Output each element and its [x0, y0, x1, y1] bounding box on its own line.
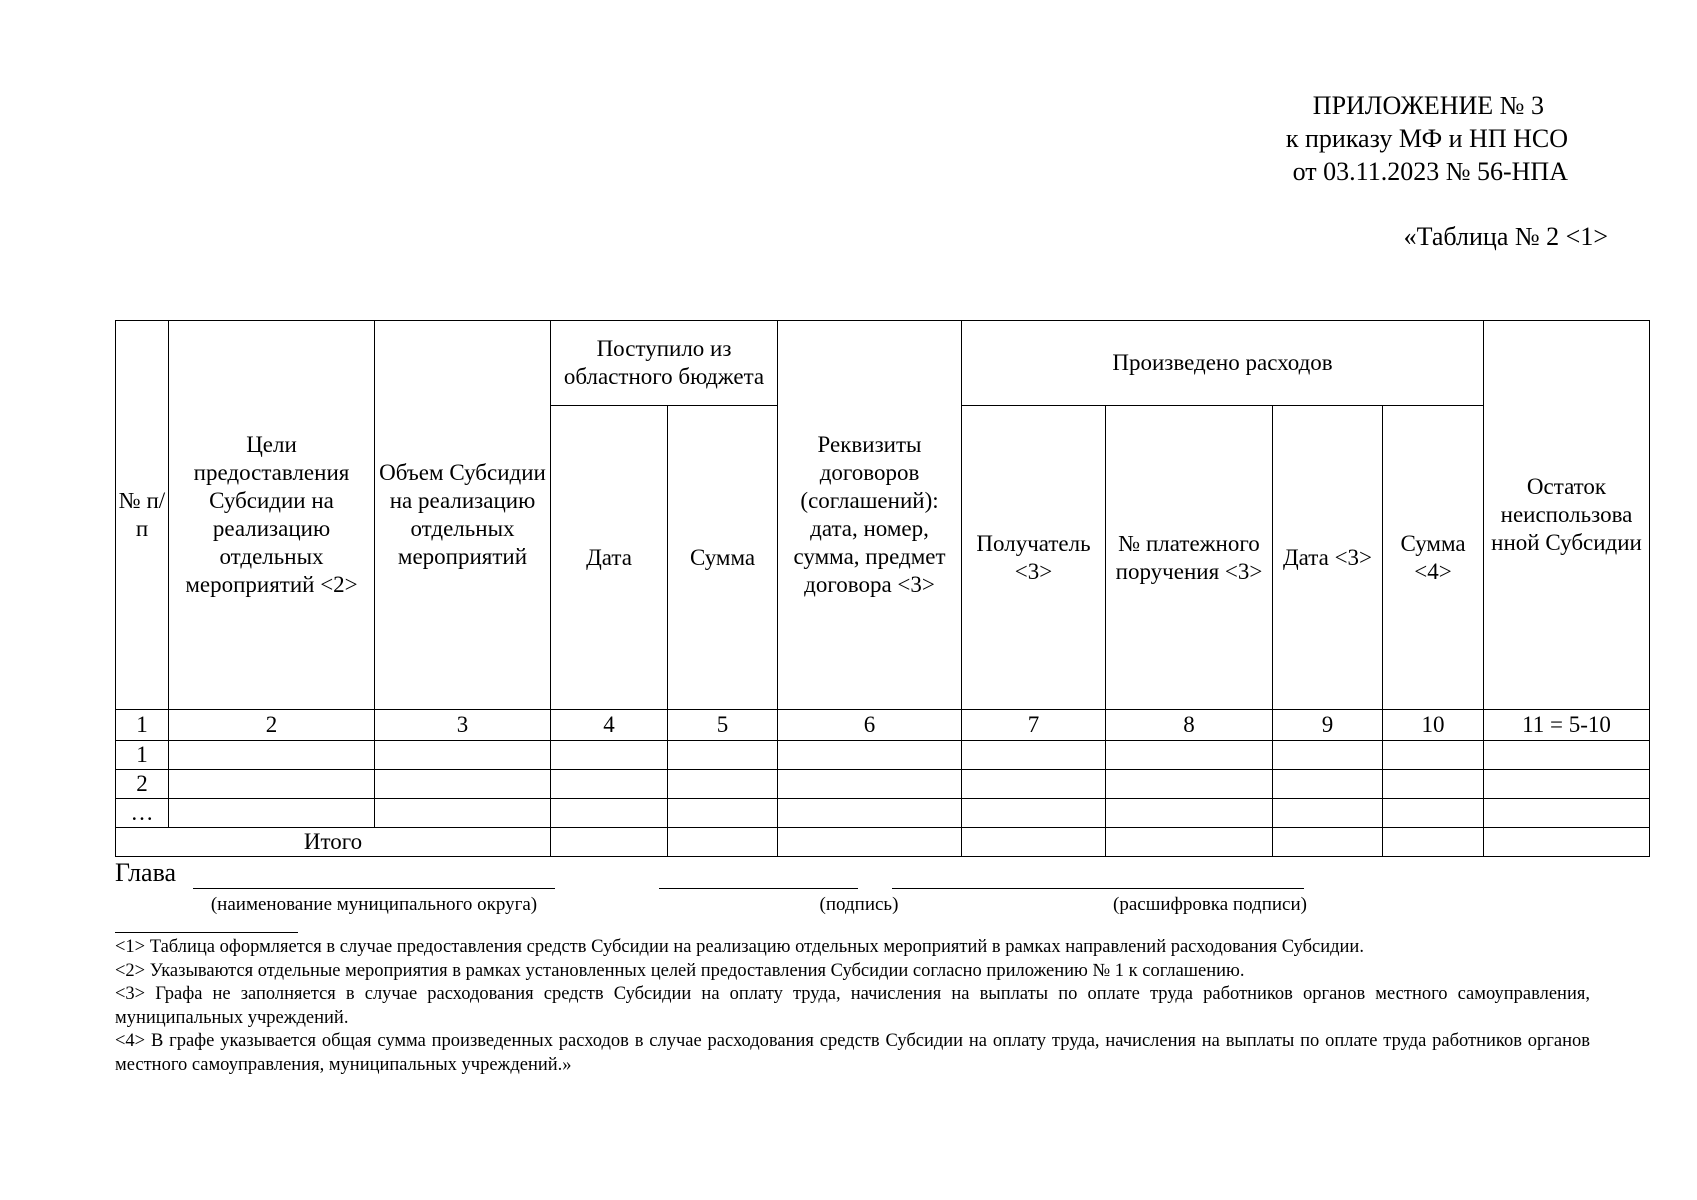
table-cell — [551, 741, 668, 770]
table-cell — [668, 799, 778, 828]
table-cell — [551, 799, 668, 828]
table-cell — [375, 799, 551, 828]
table-cell — [551, 828, 668, 857]
column-number: 11 = 5-10 — [1484, 710, 1650, 741]
table-cell — [1106, 770, 1273, 799]
table-cell — [778, 799, 962, 828]
signature-line — [659, 858, 858, 889]
header-cell-goals: Цели предоставления Субсидии на реализацию отдельных мероприятий <2> — [169, 321, 375, 710]
table-row — [116, 770, 1650, 799]
header-cell-received-date: Дата — [551, 406, 668, 710]
table-cell — [1383, 799, 1484, 828]
table-cell — [551, 770, 668, 799]
column-numbering-row — [116, 710, 1650, 741]
header-cell-received-sum: Сумма — [668, 406, 778, 710]
header-cell-number: № п/п — [116, 321, 169, 710]
column-number: 7 — [962, 710, 1106, 741]
footnote-3: <3> Графа не заполняется в случае расходования средств Субсидии на оплату труда, начисления на выплаты по оплате труда работников органов местного самоуправления, муниципальных учреждений. — [115, 984, 1590, 1028]
header-cell-contracts: Реквизиты договоров (соглашений): дата, номер, сумма, предмет договора <3> — [778, 321, 962, 710]
table-cell — [1273, 828, 1383, 857]
column-number: 10 — [1383, 710, 1484, 741]
footnote-1: <1> Таблица оформляется в случае предоставления средств Субсидии на реализацию отдельных мероприятий в рамках направлений расходования Субсидии. — [115, 937, 1364, 957]
table-cell — [1383, 741, 1484, 770]
column-number: 1 — [116, 710, 169, 741]
row-number: 2 — [116, 770, 169, 799]
header-cell-volume: Объем Субсидии на реализацию отдельных мероприятий — [375, 321, 551, 710]
table-cell — [778, 828, 962, 857]
header-group-expenses: Произведено расходов — [962, 321, 1484, 406]
table-cell — [1383, 770, 1484, 799]
report-table — [115, 320, 1650, 857]
footnotes — [115, 936, 1590, 1077]
total-label: Итого — [116, 828, 551, 857]
footnote-separator — [115, 932, 298, 933]
row-number: 1 — [116, 741, 169, 770]
table-cell — [169, 770, 375, 799]
table-cell — [778, 741, 962, 770]
signature-decoding-line — [892, 858, 1304, 889]
table-cell — [375, 741, 551, 770]
table-cell — [1484, 741, 1650, 770]
table-cell — [668, 828, 778, 857]
table-cell — [1484, 770, 1650, 799]
table-cell — [668, 770, 778, 799]
column-number: 3 — [375, 710, 551, 741]
column-number: 6 — [778, 710, 962, 741]
table-row — [116, 799, 1650, 828]
signature-block — [115, 858, 1315, 918]
order-date: от 03.11.2023 № 56-НПА — [1292, 157, 1568, 186]
table-cell — [1273, 799, 1383, 828]
column-number: 9 — [1273, 710, 1383, 741]
table-cell — [169, 799, 375, 828]
table-cell — [1106, 799, 1273, 828]
table-title: «Таблица № 2 <1> — [1403, 222, 1608, 251]
row-number: … — [116, 799, 169, 828]
table-cell — [1484, 828, 1650, 857]
column-number: 4 — [551, 710, 668, 741]
header-group-received: Поступило из областного бюджета — [551, 321, 778, 406]
table-row — [116, 741, 1650, 770]
column-number: 5 — [668, 710, 778, 741]
order-reference: к приказу МФ и НП НСО — [1285, 124, 1568, 153]
total-row — [116, 828, 1650, 857]
header-cell-remainder: Остаток неиспользова нной Субсидии — [1484, 321, 1650, 710]
column-number: 2 — [169, 710, 375, 741]
table-cell — [1106, 828, 1273, 857]
table-cell — [1273, 770, 1383, 799]
header-cell-expense-date: Дата <3> — [1273, 406, 1383, 710]
appendix-title: ПРИЛОЖЕНИЕ № 3 — [1312, 91, 1544, 120]
table-cell — [668, 741, 778, 770]
footnote-2: <2> Указываются отдельные мероприятия в рамках установленных целей предоставления Субсидии согласно приложению № 1 к соглашению. — [115, 960, 1245, 981]
table-cell — [1273, 741, 1383, 770]
appendix-header — [1000, 89, 1568, 188]
signature-decoding-caption: (расшифровка подписи) — [1113, 894, 1307, 915]
municipality-caption: (наименование муниципального округа) — [210, 894, 538, 915]
table-cell — [1383, 828, 1484, 857]
table-cell — [962, 741, 1106, 770]
table-cell — [962, 799, 1106, 828]
signature-label: Глава — [115, 858, 177, 887]
municipality-name-line — [193, 858, 555, 889]
table-cell — [962, 770, 1106, 799]
table-cell — [1106, 741, 1273, 770]
footnote-4: <4> В графе указывается общая сумма произведенных расходов в случае расходования средств Субсидии на оплату труда, начисления на выплаты по оплате труда работников органов местного самоуправления, муниципальных учреждений.» — [115, 1031, 1590, 1075]
signature-caption: (подпись) — [819, 894, 899, 915]
column-number: 8 — [1106, 710, 1273, 741]
header-cell-payment-number: № платежного поручения <3> — [1106, 406, 1273, 710]
table-cell — [962, 828, 1106, 857]
table-cell — [169, 741, 375, 770]
table-cell — [1484, 799, 1650, 828]
header-cell-expense-sum: Сумма <4> — [1383, 406, 1484, 710]
table-cell — [375, 770, 551, 799]
table-cell — [778, 770, 962, 799]
header-cell-recipient: Получатель <3> — [962, 406, 1106, 710]
